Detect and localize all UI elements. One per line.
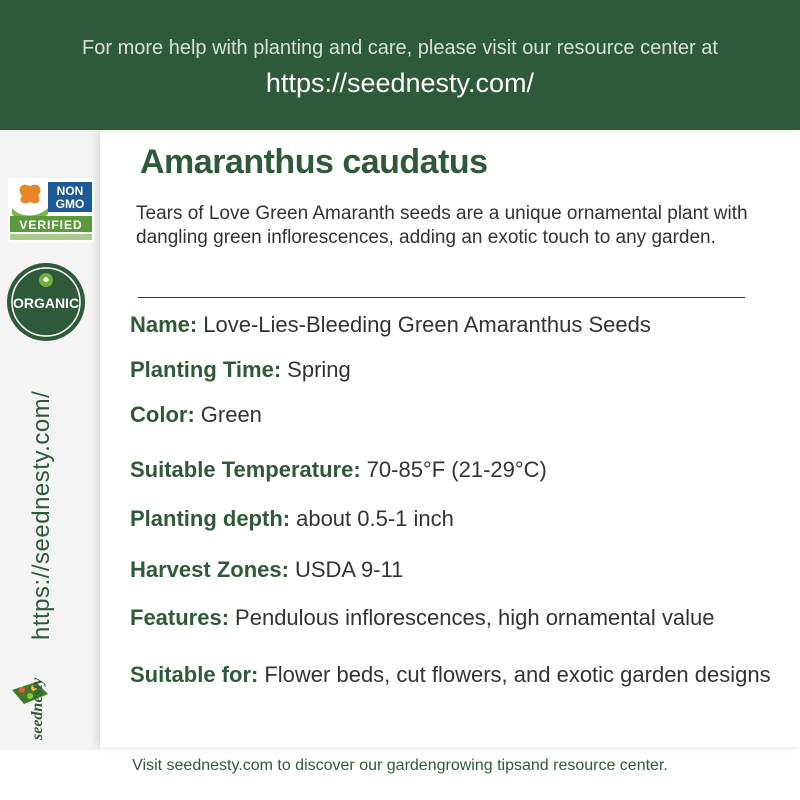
spec-value: Green	[200, 402, 262, 427]
organic-text: ORGANIC	[12, 295, 80, 311]
spec-row-features	[130, 604, 780, 631]
nongmo-mid-text: GMO	[55, 197, 85, 211]
species-title: Amaranthus caudatus	[140, 143, 488, 181]
spec-label: Suitable for:	[130, 662, 259, 687]
spec-value: Flower beds, cut flowers, and exotic garden designs	[264, 662, 771, 687]
nongmo-top-text: NON	[56, 184, 84, 198]
organic-badge	[6, 262, 86, 342]
spec-label: Color:	[130, 402, 195, 427]
seednesty-logo	[4, 660, 74, 748]
spec-value: 70-85°F (21-29°C)	[366, 457, 547, 482]
spec-row-temperature	[130, 456, 780, 483]
spec-label: Features:	[130, 605, 230, 630]
spec-label: Harvest Zones:	[130, 557, 289, 582]
spec-value: USDA 9-11	[294, 557, 404, 582]
spec-row-harvest-zones	[130, 556, 780, 583]
spec-label: Name:	[130, 312, 198, 337]
non-gmo-verified-badge	[8, 178, 94, 242]
spec-row-color	[130, 401, 780, 428]
banner-url-link[interactable]: https://seednesty.com/	[265, 68, 535, 98]
spec-label: Suitable Temperature:	[130, 457, 361, 482]
spec-label: Planting depth:	[130, 506, 291, 531]
vertical-site-url[interactable]: https://seednesty.com/	[28, 390, 55, 640]
nongmo-verified-text: VERIFIED	[19, 218, 83, 232]
product-intro: Tears of Love Green Amaranth seeds are a unique ornamental plant with dangling green inflorescences, adding an exotic touch to any garden.	[136, 203, 748, 248]
spec-row-name	[130, 311, 780, 338]
spec-row-planting-time	[130, 356, 780, 383]
spec-value: Love-Lies-Bleeding Green Amaranthus Seeds	[203, 312, 651, 337]
spec-value: about 0.5-1 inch	[296, 506, 454, 531]
top-banner	[0, 0, 800, 130]
footer-text: Visit seednesty.com to discover our gardengrowing tipsand resource center.	[132, 757, 668, 774]
spec-row-suitable-for	[130, 661, 780, 688]
spec-row-planting-depth	[130, 505, 780, 532]
spec-label: Planting Time:	[130, 357, 282, 382]
spec-value: Pendulous inflorescences, high ornamental value	[235, 605, 715, 630]
divider	[138, 297, 745, 298]
logo-text: seednesty	[29, 677, 46, 740]
spec-value: Spring	[287, 357, 351, 382]
banner-help-text: For more help with planting and care, please visit our resource center at	[82, 37, 718, 59]
butterfly-icon	[20, 185, 41, 204]
